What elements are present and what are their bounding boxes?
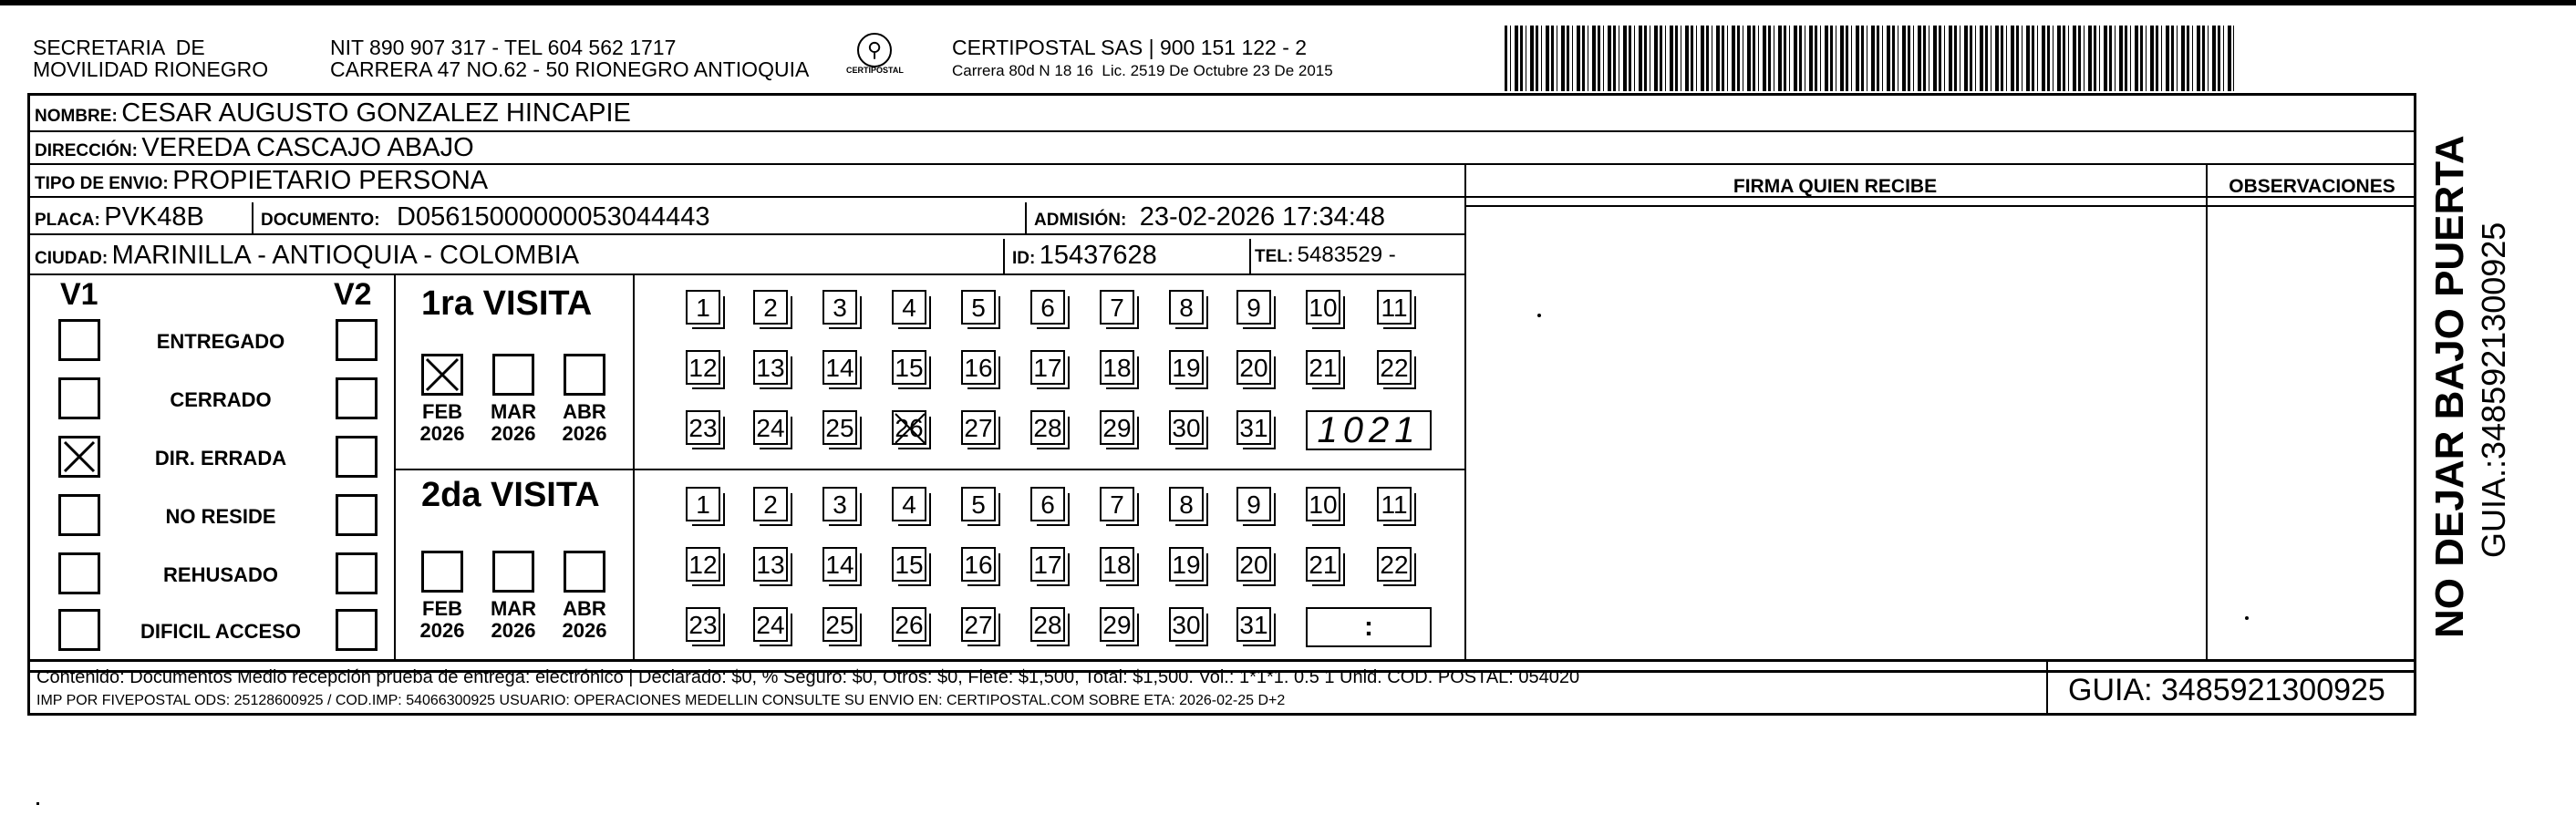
first-day-box[interactable]: 16: [961, 350, 996, 385]
ciudad-row: [35, 240, 579, 275]
observaciones-header: OBSERVACIONES: [2229, 176, 2395, 197]
second-day-box[interactable]: 28: [1030, 607, 1065, 642]
second-day-box[interactable]: 24: [753, 607, 788, 642]
second-day-box[interactable]: 2: [753, 487, 788, 521]
tel-value: 5483529 -: [1297, 242, 1396, 267]
admision-row: [1034, 201, 1385, 237]
footer-imp: IMP POR FIVEPOSTAL ODS: 25128600925 / COD.IMP: 54066300925 USUARIO: OPERACIONES MEDELLIN CONSULTE SU ENVIO EN: CERTIPOSTAL.COM SOBRE ETA: 2026-02-25 D+2: [36, 693, 1286, 708]
first-day-box[interactable]: 1: [686, 290, 720, 325]
tipo-label: TIPO DE ENVIO:: [35, 174, 169, 193]
v1-checkbox[interactable]: [58, 552, 100, 594]
id-label: ID:: [1012, 249, 1036, 268]
month-year: 2026: [491, 619, 536, 642]
second-day-box[interactable]: 20: [1236, 547, 1271, 582]
ciudad-value: MARINILLA - ANTIOQUIA - COLOMBIA: [111, 241, 580, 270]
second-month-label: [486, 598, 541, 642]
status-label: DIFICIL ACCESO: [140, 620, 301, 643]
barcode: [1505, 26, 2234, 91]
second-day-box[interactable]: 25: [822, 607, 857, 642]
x-mark-icon: [424, 356, 460, 393]
v1-checkbox[interactable]: [58, 377, 100, 419]
second-day-box[interactable]: 19: [1169, 547, 1204, 582]
second-day-box[interactable]: 15: [892, 547, 926, 582]
signature-dot: [1537, 314, 1541, 317]
v2-checkbox[interactable]: [336, 609, 378, 651]
first-month-checkbox[interactable]: [492, 354, 534, 396]
documento-value: D05615000000053044443: [397, 202, 710, 232]
placa-value: PVK48B: [104, 202, 204, 232]
first-day-box[interactable]: 5: [961, 290, 996, 325]
month-year: 2026: [419, 422, 465, 445]
nombre-row: [35, 98, 631, 133]
first-month-label: [486, 401, 541, 445]
first-day-box[interactable]: 25: [822, 410, 857, 445]
month-name: MAR: [490, 400, 537, 423]
first-month-label: [415, 401, 470, 445]
id-row: [1012, 240, 1157, 275]
first-day-box[interactable]: 9: [1236, 290, 1271, 325]
second-day-box[interactable]: 30: [1169, 607, 1204, 642]
v1-header: V1: [60, 277, 98, 312]
side-warning: NO DEJAR BAJO PUERTA: [2427, 135, 2472, 638]
first-day-box[interactable]: 17: [1030, 350, 1065, 385]
second-day-box[interactable]: 31: [1236, 607, 1271, 642]
second-day-box[interactable]: 5: [961, 487, 996, 521]
first-visit-title: 1ra VISITA: [421, 284, 593, 323]
second-month-label: [557, 598, 612, 642]
second-time-box[interactable]: [1306, 607, 1432, 647]
v1-checkbox[interactable]: [58, 494, 100, 536]
footer-contenido: Contenido: Documentos Medio recepción prueba de entrega: electrónico | Declarado: $0, % Seguro: $0, Otros: $0, Flete: $1,500, Total: $1,500. Vol.: 1*1*1. 0.5 1 Unid. COD. POSTAL: 054020: [36, 667, 1580, 687]
first-day-box[interactable]: 27: [961, 410, 996, 445]
second-day-box[interactable]: 21: [1306, 547, 1340, 582]
direccion-label: DIRECCIÓN:: [35, 141, 138, 160]
first-day-box[interactable]: 15: [892, 350, 926, 385]
first-day-box[interactable]: 28: [1030, 410, 1065, 445]
first-day-box[interactable]: 12: [686, 350, 720, 385]
second-visit-title: 2da VISITA: [421, 476, 600, 514]
tipo-value: PROPIETARIO PERSONA: [172, 166, 489, 195]
first-time-box[interactable]: [1306, 410, 1432, 450]
first-day-box[interactable]: 13: [753, 350, 788, 385]
month-year: 2026: [419, 619, 465, 642]
first-day-box[interactable]: 11: [1377, 290, 1412, 325]
documento-label: DOCUMENTO:: [261, 211, 380, 230]
v2-checkbox[interactable]: [336, 377, 378, 419]
tel-label: TEL:: [1255, 247, 1294, 266]
first-day-box[interactable]: 26: [892, 410, 926, 445]
footer-guia: GUIA: 3485921300925: [2068, 673, 2385, 707]
month-name: MAR: [490, 597, 537, 620]
id-value: 15437628: [1039, 241, 1157, 270]
placa-row: [35, 201, 204, 237]
first-day-box[interactable]: 19: [1169, 350, 1204, 385]
observation-dot: [2245, 616, 2249, 620]
v1-checkbox[interactable]: [58, 319, 100, 361]
second-day-box[interactable]: 12: [686, 547, 720, 582]
corner-dot: [36, 802, 39, 805]
second-month-checkbox[interactable]: [564, 551, 605, 593]
v2-header: V2: [334, 277, 372, 312]
second-day-box[interactable]: 4: [892, 487, 926, 521]
nombre-label: NOMBRE:: [35, 107, 118, 126]
second-day-box[interactable]: 13: [753, 547, 788, 582]
second-day-box[interactable]: 3: [822, 487, 857, 521]
tipo-row: [35, 165, 488, 201]
status-label: ENTREGADO: [156, 330, 285, 353]
first-day-box[interactable]: 6: [1030, 290, 1065, 325]
first-day-box[interactable]: 21: [1306, 350, 1340, 385]
admision-label: ADMISIÓN:: [1034, 211, 1127, 230]
second-month-checkbox[interactable]: [421, 551, 463, 593]
placa-label: PLACA:: [35, 211, 100, 230]
second-day-box[interactable]: 29: [1100, 607, 1134, 642]
first-day-box[interactable]: 20: [1236, 350, 1271, 385]
first-day-box[interactable]: 2: [753, 290, 788, 325]
first-day-box[interactable]: 7: [1100, 290, 1134, 325]
first-day-box[interactable]: 24: [753, 410, 788, 445]
month-name: FEB: [422, 400, 462, 423]
first-day-box[interactable]: 18: [1100, 350, 1134, 385]
month-name: ABR: [563, 597, 606, 620]
first-day-box[interactable]: 22: [1377, 350, 1412, 385]
courier-line-1: CERTIPOSTAL SAS | 900 151 122 - 2: [952, 36, 1308, 59]
first-day-box[interactable]: 3: [822, 290, 857, 325]
status-label: DIR. ERRADA: [154, 447, 287, 469]
certipostal-logo-icon: ⚲: [857, 33, 892, 67]
first-day-box[interactable]: 31: [1236, 410, 1271, 445]
firma-header: FIRMA QUIEN RECIBE: [1733, 176, 1938, 197]
month-year: 2026: [491, 422, 536, 445]
v2-checkbox[interactable]: [336, 552, 378, 594]
sender-line-1: SECRETARIA DE: [33, 36, 205, 59]
side-guia: GUIA.:3485921300925: [2475, 222, 2512, 558]
second-day-box[interactable]: 16: [961, 547, 996, 582]
tel-row: [1255, 240, 1396, 273]
x-mark-icon: [61, 438, 98, 475]
second-time-value: :: [1364, 612, 1373, 642]
second-day-box[interactable]: 9: [1236, 487, 1271, 521]
admision-value: 23-02-2026 17:34:48: [1139, 202, 1386, 232]
second-month-label: [415, 598, 470, 642]
v1-checkbox[interactable]: [58, 609, 100, 651]
top-rule: [0, 0, 2576, 5]
second-day-box[interactable]: 18: [1100, 547, 1134, 582]
month-year: 2026: [562, 619, 607, 642]
second-month-checkbox[interactable]: [492, 551, 534, 593]
second-day-box[interactable]: 8: [1169, 487, 1204, 521]
second-day-box[interactable]: 27: [961, 607, 996, 642]
month-name: FEB: [422, 597, 462, 620]
v2-checkbox[interactable]: [336, 319, 378, 361]
status-label: NO RESIDE: [165, 505, 276, 528]
courier-line-2: Carrera 80d N 18 16 Lic. 2519 De Octubre 23 De 2015: [952, 62, 1333, 79]
second-day-box[interactable]: 6: [1030, 487, 1065, 521]
second-day-box[interactable]: 23: [686, 607, 720, 642]
second-day-box[interactable]: 22: [1377, 547, 1412, 582]
first-time-value: 1021: [1317, 410, 1421, 450]
first-day-box[interactable]: 8: [1169, 290, 1204, 325]
logo-text: CERTIPOSTAL: [846, 66, 904, 75]
month-year: 2026: [562, 422, 607, 445]
status-label: CERRADO: [170, 388, 272, 411]
second-day-box[interactable]: 17: [1030, 547, 1065, 582]
second-day-box[interactable]: 26: [892, 607, 926, 642]
address-line: CARRERA 47 NO.62 - 50 RIONEGRO ANTIOQUIA: [330, 57, 810, 81]
sender-line-2: MOVILIDAD RIONEGRO: [33, 57, 269, 81]
nombre-value: CESAR AUGUSTO GONZALEZ HINCAPIE: [121, 98, 631, 128]
second-day-box[interactable]: 1: [686, 487, 720, 521]
direccion-row: [35, 132, 474, 168]
first-day-box[interactable]: 14: [822, 350, 857, 385]
first-month-label: [557, 401, 612, 445]
v2-checkbox[interactable]: [336, 436, 378, 478]
documento-row: [261, 201, 710, 237]
second-day-box[interactable]: 7: [1100, 487, 1134, 521]
v1-checkbox[interactable]: [58, 436, 100, 478]
second-day-box[interactable]: 14: [822, 547, 857, 582]
first-day-box[interactable]: 29: [1100, 410, 1134, 445]
status-label: REHUSADO: [163, 563, 278, 586]
first-day-box[interactable]: 23: [686, 410, 720, 445]
first-day-box[interactable]: 30: [1169, 410, 1204, 445]
first-month-checkbox[interactable]: [421, 354, 463, 396]
first-day-box[interactable]: 4: [892, 290, 926, 325]
first-day-box[interactable]: 10: [1306, 290, 1340, 325]
month-name: ABR: [563, 400, 606, 423]
second-day-box[interactable]: 11: [1377, 487, 1412, 521]
v2-checkbox[interactable]: [336, 494, 378, 536]
nit-line: NIT 890 907 317 - TEL 604 562 1717: [330, 36, 677, 59]
first-month-checkbox[interactable]: [564, 354, 605, 396]
second-day-box[interactable]: 10: [1306, 487, 1340, 521]
direccion-value: VEREDA CASCAJO ABAJO: [141, 133, 474, 162]
ciudad-label: CIUDAD:: [35, 249, 109, 268]
